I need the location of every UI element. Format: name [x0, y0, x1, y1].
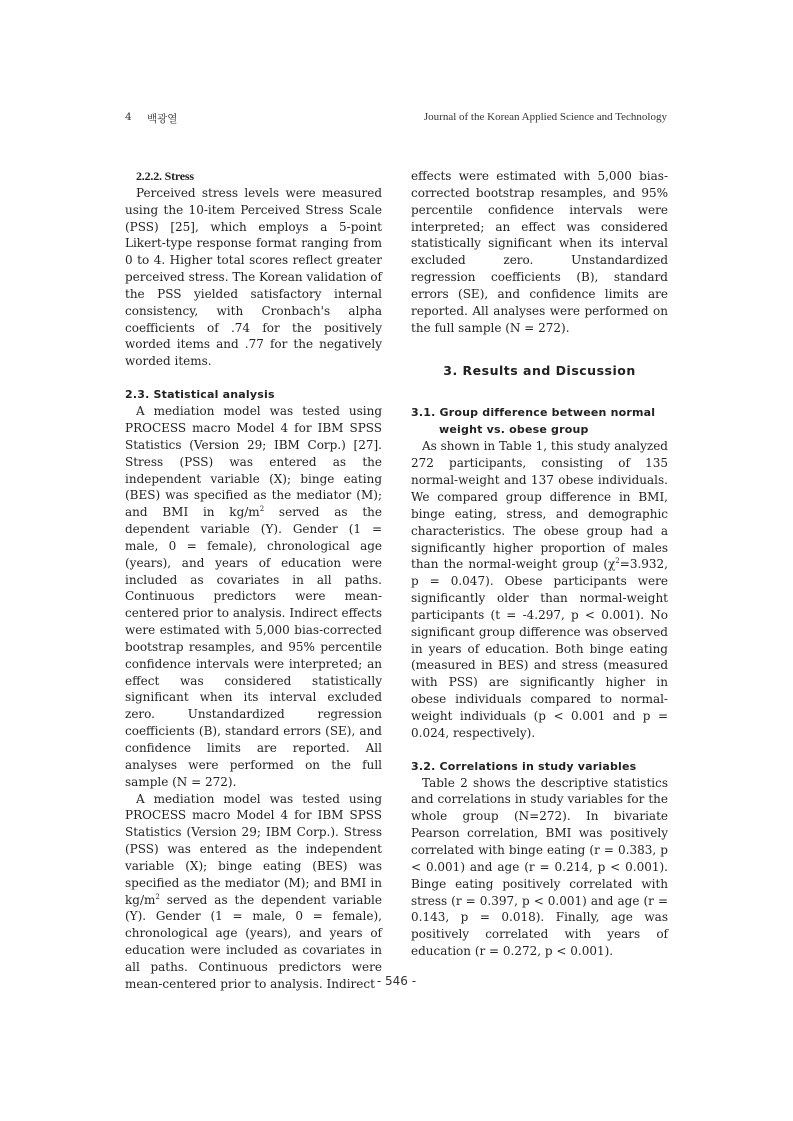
- left-column: [125, 168, 382, 993]
- paragraph-stress: Perceived stress levels were measured using the 10-item Perceived Stress Scale (PSS) [25], which employs a 5-point Likert-type response format ranging from 0 to 4. Higher total scores reflect greater perceived stress. The Korean validation of the PSS yielded satisfactory internal consistency, with Cronbach's alpha coefficients of .74 for the positively worded items and .77 for the negatively worded items.: [125, 185, 382, 369]
- right-column: [411, 168, 668, 960]
- heading-statistical-analysis: 2.3. Statistical analysis: [125, 388, 275, 402]
- header-author: 백광열: [147, 113, 178, 125]
- header-page-number: 4: [125, 111, 132, 123]
- paragraph-statistical-analysis-2: A mediation model was tested using PROCESS macro Model 4 for IBM SPSS Statistics (Version 29; IBM Corp.). Stress (PSS) was entered as the independent variable (X); binge eating (BES) was specified as the mediator (M); and BMI in $kg/m^2$ served as the dependent variable (Y). Gender (1 = male, 0 = female), chronological age (years), and years of education were included as covariates in all paths. Continuous predictors were mean-centered prior to analysis. Indirect: [125, 791, 382, 991]
- paragraph-statistical-analysis-1: A mediation model was tested using PROCESS macro Model 4 for IBM SPSS Statistics (Version 29; IBM Corp.) [27]. Stress (PSS) was entered as the independent variable (X); binge eating (BES) was specified as the mediator (M); and BMI in $kg/m^2$ served as the dependent variable (Y). Gender (1 = male, 0 = female), chronological age (years), and years of education were included as covariates in all paths. Continuous predictors were mean-centered prior to analysis. Indirect effects were estimated with 5,000 bias-corrected bootstrap resamples, and 95% percentile confidence intervals were interpreted; an effect was considered statistically significant when its interval excluded zero. Unstandardized regression coefficients (B), standard errors (SE), and confidence limits are reported. All analyses were performed on the full sample (N = 272).: [125, 404, 383, 789]
- page-footer-number: - 546 -: [376, 974, 417, 988]
- paragraph-correlations: Table 2 shows the descriptive statistics and correlations in study variables for the whole group (N=272). In bivariate Pearson correlation, BMI was positively correlated with binge eating (r = 0.383, p < 0.001) and age (r = 0.214, p < 0.001). Binge eating positively correlated with stress (r = 0.397, p < 0.001) and age (r = 0.143, p = 0.018). Finally, age was positively correlated with years of education (r = 0.272, p < 0.001).: [411, 775, 668, 959]
- heading-group-difference: 3.1. Group difference between normal weight vs. obese group: [411, 406, 656, 437]
- paragraph-group-difference: As shown in Table 1, this study analyzed 272 participants, consisting of 135 normal-weight and 137 obese individuals. We compared group difference in BMI, binge eating, stress, and demographic characteristics. The obese group had a significantly higher proportion of males than the normal-weight group ($\chi^2=3.932$, p = 0.047). Obese participants were significantly older than normal-weight participants (t = -4.297, p < 0.001). No significant group difference was observed in years of education. Both binge eating (measured in BES) and stress (measured with PSS) are significantly higher in obese individuals compared to normal-weight individuals (p < 0.001 and p = 0.024, respectively).: [411, 439, 668, 740]
- paragraph-continued: effects were estimated with 5,000 bias-corrected bootstrap resamples, and 95% percentile confidence intervals were interpreted; an effect was considered statistically significant when its interval excluded zero. Unstandardized regression coefficients (B), standard errors (SE), and confidence limits are reported. All analyses were performed on the full sample (N = 272).: [411, 169, 668, 335]
- heading-stress: 2.2.2. Stress: [136, 169, 194, 183]
- heading-correlations: 3.2. Correlations in study variables: [411, 759, 637, 773]
- running-header: [125, 111, 667, 127]
- heading-results-discussion: 3. Results and Discussion: [443, 363, 636, 379]
- header-journal-title: Journal of the Korean Applied Science and Technology: [423, 111, 667, 123]
